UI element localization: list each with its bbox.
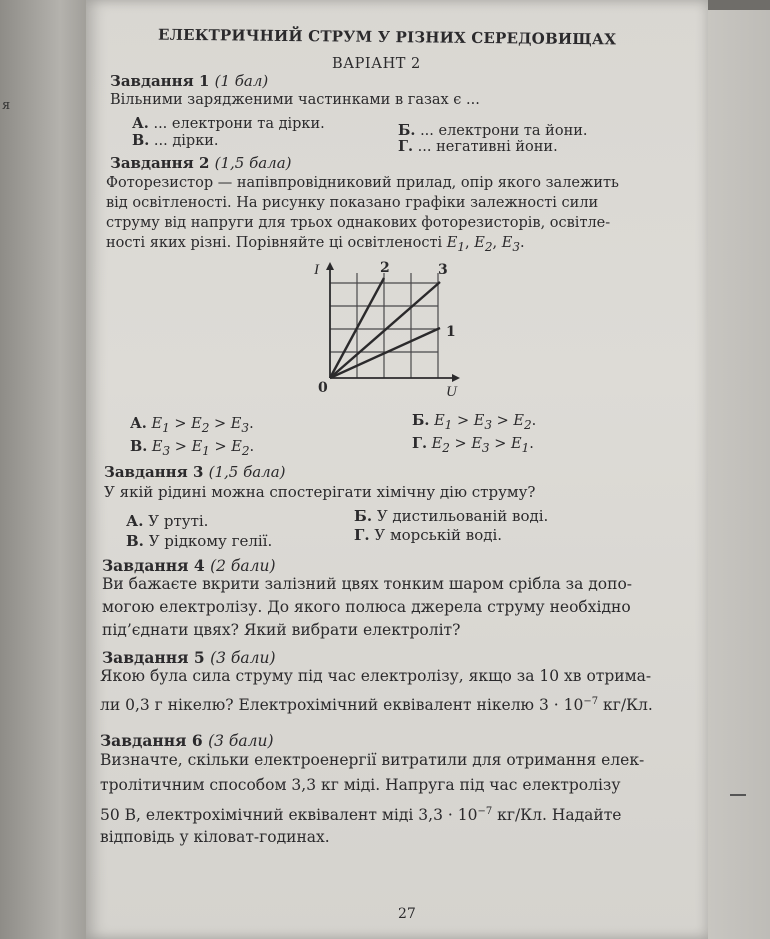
task3-option-b[interactable]: Б. У дистильованій воді. [354,507,549,525]
task4-label: Завдання 4 [102,556,205,575]
origin-label: 0 [318,380,328,396]
graph-line-3 [330,282,440,378]
task5-text-line2: ли 0,3 г нікелю? Електрохімічний еквівалент нікелю $3 \cdot 10^{-7}$ кг/Кл. [100,696,653,715]
task4-points: (2 бали) [210,557,276,575]
graph-line-1 [330,328,440,378]
task1-heading [110,72,268,90]
task3-option-d[interactable]: Г. У морській воді. [354,526,503,544]
task3-option-c[interactable]: В. У рідкому гелії. [126,532,273,550]
task1-label: Завдання 1 [110,72,210,90]
task6-points: (3 бали) [208,732,274,750]
margin-dash [730,794,746,796]
task6-text-line3: 50 В, електрохімічний еквівалент міді $3,3 \cdot 10^{-7}$ кг/Кл. Надайте [100,806,622,825]
task3-question: У якій рідині можна спостерігати хімічну дію струму? [104,483,536,501]
previous-page-edge [0,0,86,939]
page-title: ЕЛЕКТРИЧНИЙ СТРУМ У РІЗНИХ СЕРЕДОВИЩАХ [157,25,617,49]
illuminance-var: $E_2$ [431,436,450,455]
page-number: 27 [398,906,416,922]
worksheet-page [86,0,708,939]
task3-option-a[interactable]: А. У ртуті. [126,512,209,530]
task1-option-b[interactable]: Б. ... електрони та йони. [398,122,588,139]
task2-text-line2: від освітленості. На рисунку показано графіки залежності сили [106,195,599,211]
task6-label: Завдання 6 [100,731,203,750]
task6-text-line1: Визначте, скільки електроенергії витратили для отримання елек- [100,751,645,769]
u-axis-arrow-icon [452,374,460,382]
task6-text-line4: відповідь у кіловат-годинах. [100,828,330,846]
task2-option-d[interactable]: Г. $E_2 > E_3 > E_1$. [412,435,534,455]
task6-text-line2: тролітичним способом 3,3 кг міді. Напруга під час електролізу [100,776,621,794]
var-e3: $E_3$ [501,235,521,254]
margin-mark: я [2,98,11,113]
task1-option-c[interactable]: В. ... дірки. [132,132,219,149]
illuminance-var: $E_2$ [231,439,250,458]
var-e2: $E_2$ [474,235,493,254]
i-axis-arrow-icon [326,262,334,270]
task3-label: Завдання 3 [104,463,204,481]
illuminance-var: $E_3$ [230,416,250,435]
illuminance-var: $E_2$ [513,413,532,432]
task2-option-a[interactable]: А. $E_1 > E_2 > E_3$. [130,415,254,435]
illuminance-var: $E_1$ [510,436,530,455]
task2-points: (1,5 бала) [214,154,292,172]
line-label-3: 3 [438,262,448,278]
illuminance-var: $E_2$ [191,416,210,435]
task1-option-d[interactable]: Г. ... негативні йони. [398,138,558,155]
illuminance-var: $E_1$ [151,416,170,435]
task5-label: Завдання 5 [102,648,205,667]
task3-points: (1,5 бала) [208,463,286,481]
task1-question: Вільними зарядженими частинками в газах є ... [110,92,480,108]
task5-points: (3 бали) [210,649,276,667]
task4-text-line2: могою електролізу. До якого полюса джерела струму необхідно [102,598,631,616]
illuminance-var: $E_3$ [471,436,490,455]
illuminance-var: $E_1$ [191,439,210,458]
task2-option-b[interactable]: Б. $E_1 > E_3 > E_2$. [412,412,537,432]
illuminance-var: $E_3$ [473,413,492,432]
illuminance-var: $E_1$ [434,413,453,432]
task5-text-line1: Якою була сила струму під час електролізу, якщо за 10 хв отрима- [100,667,652,685]
illuminance-var: $E_3$ [151,439,171,458]
task2-option-c[interactable]: В. $E_3 > E_1 > E_2$. [130,438,255,458]
task1-option-a[interactable]: А. ... електрони та дірки. [132,115,325,132]
line-label-1: 1 [446,324,456,340]
iv-graph [306,258,466,398]
var-e1: $E_1$ [446,235,466,254]
task4-text-line3: під’єднати цвях? Який вибрати електроліт? [102,621,461,639]
graph-grid [330,273,438,378]
u-axis-label: U [446,384,457,398]
line-label-2: 2 [380,260,390,276]
task4-text-line1: Ви бажаєте вкрити залізний цвях тонким шаром срібла за допо- [102,575,633,593]
next-page-edge [700,10,770,939]
task2-text-line3: струму від напруги для трьох однакових фоторезисторів, освітле- [106,215,611,231]
task2-text-line1: Фоторезистор — напівпровідниковий прилад, опір якого залежить [106,175,619,191]
task2-heading [110,154,292,172]
task3-heading [104,463,286,481]
i-axis-label: I [314,262,319,278]
task2-text-line4: ності яких різні. Порівняйте ці освітленості $E_1$, $E_2$, $E_3$. [106,235,525,254]
task2-label: Завдання 2 [110,154,210,172]
task1-points: (1 бал) [214,72,269,90]
variant-heading: ВАРІАНТ 2 [332,56,421,72]
